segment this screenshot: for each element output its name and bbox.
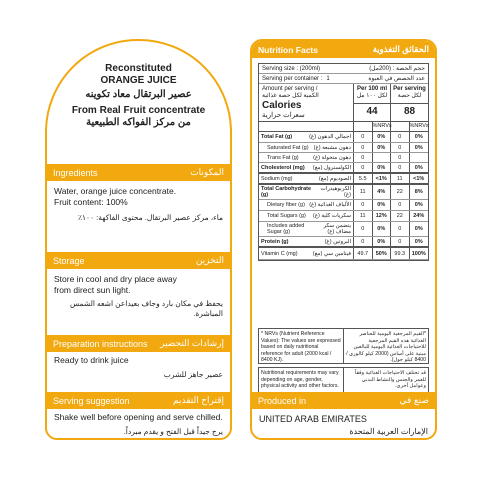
storage-text-ar: يحفظ في مكان بارد وجاف بعيداعن اشعه الشمس المباشرة.	[69, 299, 223, 318]
nutrient-row	[259, 143, 428, 153]
nutrient-value: 0	[354, 222, 373, 236]
nutrient-name	[259, 200, 354, 210]
nutrition-facts-header	[252, 41, 435, 58]
amount-label-ar: الكمية لكل حصة غذائية	[262, 93, 319, 99]
nutrient-row	[259, 211, 428, 222]
storage-text	[54, 274, 223, 296]
nutrient-name-ar: الكربوهيدرات (غ)	[320, 186, 351, 198]
storage-header	[47, 252, 230, 269]
servings-value: 1	[326, 75, 330, 82]
nutrient-value: 11	[354, 211, 373, 221]
calories-label-ar: سعرات حرارية	[262, 112, 305, 119]
nutrient-value: 11	[354, 185, 373, 199]
country-ar: الإمارات العربية المتحدة	[349, 427, 428, 436]
nutrient-value: 0%	[414, 144, 423, 151]
nutrient-value: 0%	[414, 134, 423, 140]
storage-title-ar: التخزين	[195, 255, 224, 265]
preparation-text-ar: عصير جاهز للشرب	[163, 370, 223, 379]
nutrient-name-en: Vitamin C (mg)	[261, 250, 298, 257]
serving-suggestion-text	[54, 412, 223, 423]
nutrient-name-en: Sodium (mg)	[261, 175, 293, 182]
nutrient-row	[259, 237, 428, 248]
storage-line2: from direct sun light.	[54, 285, 131, 295]
nutrient-name-en: Dietary fiber (g)	[267, 202, 305, 208]
nutrient-value: 0%	[373, 132, 392, 142]
preparation-line1: Ready to drink juice	[54, 355, 129, 365]
calories-per-100ml: 44	[366, 106, 378, 117]
nutrient-name-ar: الصوديوم (مغ)	[318, 175, 351, 182]
nutrient-row	[259, 153, 428, 163]
ingredients-title: Ingredients	[53, 167, 98, 178]
nutrient-name	[259, 237, 354, 246]
per-serving-column	[391, 84, 428, 121]
nutrient-value	[373, 153, 392, 162]
ingredients-line1: Water, orange juice concentrate.	[54, 186, 177, 196]
nutrient-name-ar: سكريات كلية (غ)	[312, 213, 351, 219]
nutrient-name	[259, 248, 354, 259]
nutrient-name-ar: الكولسترول (مغ)	[312, 164, 351, 171]
nutrient-name	[259, 163, 354, 172]
serving-suggestion-line1: Shake well before opening and serve chilled.	[54, 412, 223, 422]
nutrient-rows	[259, 132, 428, 260]
per-serving-header-ar: لكل حصة	[397, 93, 422, 99]
product-info-panel	[45, 39, 232, 440]
ingredients-line2: Fruit content: 100%	[54, 197, 128, 207]
storage-title: Storage	[53, 255, 85, 266]
nutrient-value: 0%	[373, 143, 392, 152]
nutrient-name	[259, 185, 354, 199]
nutrient-value: 0	[391, 163, 410, 172]
nutrient-row	[259, 185, 428, 200]
nutrient-name-ar: دهون مشبعة (غ)	[313, 144, 351, 151]
nrv-note	[258, 328, 429, 364]
nutrient-name-en: Total Fat (g)	[261, 134, 293, 140]
nrv-note-ar: *القيم المرجعية اليومية للعناصر الغذائية هذه القيم المرجعية للاحتياجات الغذائية اليومية للبالغين مبنية على أساس (2000 كيلو كالوري / 8400 كيلو جول).	[346, 331, 426, 363]
nutrient-value: 0	[354, 200, 373, 210]
nutrient-name-ar: الألياف الغذائية (غ)	[309, 202, 351, 208]
nutrient-value: 24%	[413, 213, 425, 219]
nutrient-value: 0%	[414, 164, 423, 171]
produced-in-title: Produced in	[258, 395, 307, 406]
nutrient-row	[259, 248, 428, 260]
preparation-header	[47, 335, 230, 352]
nutrient-value: 0%	[373, 237, 392, 246]
calories-row	[259, 84, 428, 122]
nrv-label-serving: %NRVs	[409, 123, 429, 129]
nutrient-value: 0%	[414, 202, 423, 208]
product-title-line1: Reconstituted	[105, 63, 172, 74]
nutrient-name-en: Protein (g)	[261, 238, 289, 245]
serving-suggestion-title: Serving suggestion	[53, 395, 130, 406]
preparation-title: Preparation instructions	[53, 338, 148, 349]
nutrient-name	[259, 132, 354, 142]
nutrient-name	[259, 222, 354, 236]
calories-per-serving: 88	[403, 106, 416, 117]
servings-label: Serving per container :	[262, 75, 323, 82]
nutrient-value: 5.5	[354, 174, 373, 183]
nutrient-value: 0%	[373, 163, 392, 172]
product-title-line2: ORANGE JUICE	[100, 75, 177, 86]
ingredients-text-ar: ماء، مركز عصير البرتقال. محتوى الفاكهة: ١٠٠٪	[77, 213, 223, 222]
ingredients-text	[54, 186, 223, 208]
nutrient-value: 0	[391, 132, 410, 142]
nutrition-table	[258, 63, 429, 261]
nutrient-value: 0	[391, 237, 410, 246]
serving-size-label: Serving size : (200ml)	[262, 65, 321, 72]
ingredients-header	[47, 164, 230, 181]
serving-size-row	[259, 64, 428, 74]
product-title-ar: عصير البرتقال معاد تكوينه	[85, 89, 192, 100]
nutrient-name-en: Cholesterol (mg)	[261, 164, 305, 171]
nutrient-value: 0%	[373, 200, 392, 210]
nutrient-value: 12%	[373, 211, 392, 221]
product-title-block	[47, 63, 230, 129]
country-en: UNITED ARAB EMIRATES	[259, 414, 367, 424]
nrv-label-100: %NRVs	[372, 123, 392, 129]
nutrient-name-en: Saturated Fat (g)	[267, 144, 309, 151]
nutrient-value	[410, 153, 429, 162]
nutrient-value: 50%	[373, 248, 392, 259]
calories-label: Calories	[262, 100, 302, 111]
servings-ar: عدد الحصص في العبوة	[368, 76, 425, 82]
nutrient-name-en: Total Sugars (g)	[267, 213, 306, 219]
serving-suggestion-header	[47, 392, 230, 409]
nutrient-value: 0%	[414, 226, 423, 232]
nutrient-name	[259, 153, 354, 162]
nutrient-value: <1%	[373, 174, 392, 183]
nutrient-name	[259, 143, 354, 152]
nutrient-value: 0	[391, 143, 410, 152]
nutrient-value: 0%	[373, 222, 392, 236]
nutrient-value: 0	[391, 153, 410, 162]
nutrient-name-en: Includes added Sugar (g)	[267, 223, 305, 235]
nutrient-value: 0	[354, 143, 373, 152]
nutrient-row	[259, 200, 428, 211]
nutrient-value: 11	[391, 174, 410, 183]
nutrient-value: 8%	[414, 189, 423, 195]
nutrient-name	[259, 211, 354, 221]
nutrient-name-ar: دهون متحولة (غ)	[313, 154, 351, 161]
nutrient-value: 0	[354, 163, 373, 172]
nutrient-name	[259, 174, 354, 183]
nutrient-value: 0	[391, 200, 410, 210]
preparation-title-ar: إرشادات التحضير	[160, 338, 224, 348]
nutrient-value: 0	[354, 132, 373, 142]
nutrient-value: 0	[354, 237, 373, 246]
produced-in-header	[252, 392, 435, 409]
nrv-header-row	[259, 122, 428, 132]
requirements-note	[258, 367, 429, 395]
nutrient-row	[259, 222, 428, 237]
product-subtitle-ar: من مركز الفواكه الطبيعية	[86, 117, 191, 128]
nutrition-facts-title: Nutrition Facts	[258, 44, 318, 55]
nutrient-name-ar: يتضمن سكر مضاف (غ)	[323, 223, 351, 235]
calories-label-cell	[259, 84, 354, 121]
nutrient-value: 4%	[373, 185, 392, 199]
per-100ml-header: Per 100 ml	[356, 86, 388, 92]
nutrient-row	[259, 132, 428, 143]
nutrient-row	[259, 163, 428, 174]
nutrient-name-ar: البروتين (غ)	[324, 238, 351, 245]
nrv-note-en: * NRVs (Nutrient Reference Values): The values are expressed based on daily nutritional reference for adult (2000 kcal / 8400 KJ).	[259, 329, 344, 363]
nutrient-value: 100%	[411, 250, 426, 257]
nutrient-value: 0	[391, 222, 410, 236]
servings-per-container-row	[259, 74, 428, 84]
serving-size-ar: حجم الحصة : (200مل)	[369, 66, 425, 72]
nutrient-value: 99.3	[391, 248, 410, 259]
nutrient-name-ar: فيتامين سي (مغ)	[312, 250, 351, 257]
nutrient-value: 22	[391, 185, 410, 199]
storage-line1: Store in cool and dry place away	[54, 274, 177, 284]
nutrition-panel	[250, 39, 437, 440]
requirements-note-en: Nutritional requirements may vary depending on age, gender, physical activity and other factors.	[259, 368, 344, 394]
serving-suggestion-text-ar: يرج جيداً قبل الفتح و يقدم مبرداً.	[123, 427, 223, 436]
per-serving-header: Per serving	[393, 86, 426, 92]
per-100ml-column	[354, 84, 391, 121]
ingredients-title-ar: المكونات	[190, 167, 224, 177]
amount-label: Amount per serving /	[262, 86, 318, 92]
requirements-note-ar: قد تختلف الاحتياجات الغذائية وفقاً للعمر والجنس والنشاط البدني وعوامل أخرى.	[354, 370, 426, 389]
per-100ml-header-ar: لكل ١٠٠ مل	[356, 93, 388, 99]
nutrient-name-en: Total Carbohydrate (g)	[261, 186, 312, 198]
nutrient-name-ar: اجمالي الدهون (غ)	[309, 134, 351, 140]
nutrient-row	[259, 174, 428, 185]
serving-suggestion-title-ar: إقتراح التقديم	[172, 395, 224, 405]
nutrient-value: 49.7	[354, 248, 373, 259]
nutrient-value: 0	[354, 153, 373, 162]
nutrient-value: <1%	[413, 175, 425, 182]
product-subtitle: From Real Fruit concentrate	[71, 105, 206, 116]
nutrient-value: 0%	[414, 238, 423, 245]
nutrient-value: 22	[391, 211, 410, 221]
preparation-text	[54, 355, 223, 366]
produced-in-title-ar: صنع في	[399, 395, 429, 405]
nutrition-facts-title-ar: الحقائق التغذوية	[372, 44, 429, 54]
nutrient-name-en: Trans Fat (g)	[267, 154, 299, 161]
